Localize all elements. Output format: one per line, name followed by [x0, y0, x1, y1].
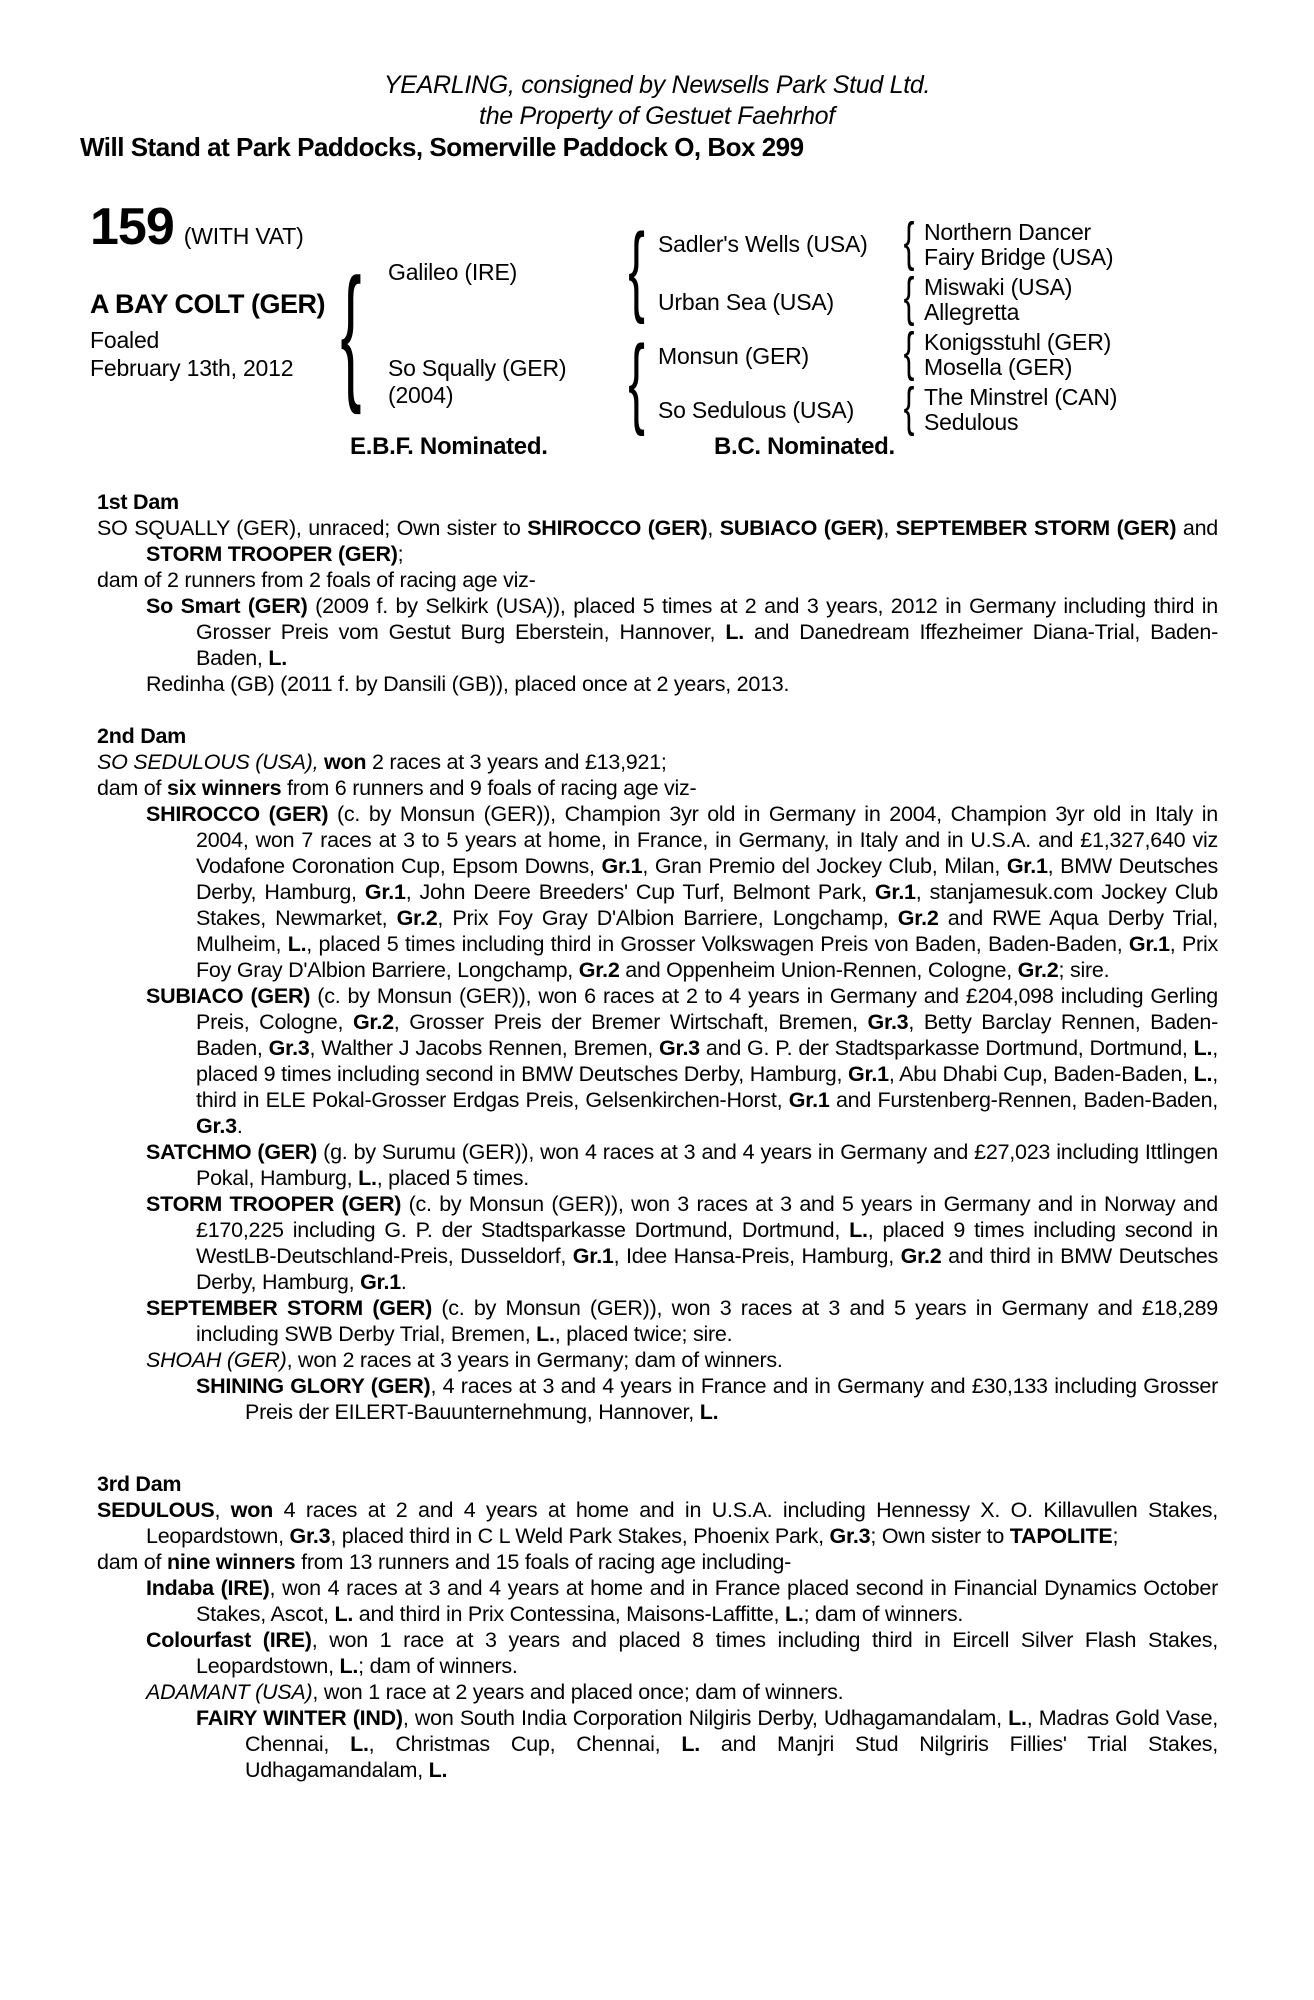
pedigree-brace: [894, 322, 924, 382]
catalog-paragraph: [97, 1373, 1218, 1425]
text-run: Gr.3: [268, 1036, 310, 1060]
text-run: (c. by Monsun (GER)), won 6 races at 2 to 4 years in Germany and £204,098 including Gerling Preis, Cologne,: [196, 984, 1218, 1034]
text-run: L.: [849, 1218, 868, 1242]
text-run: Gr.3: [196, 1114, 237, 1138]
section-paragraphs: [97, 515, 1218, 697]
lot-description: A BAY COLT (GER): [90, 289, 326, 319]
text-run: Colourfast (IRE): [146, 1628, 312, 1652]
page-header: [0, 0, 1314, 163]
text-run: , Walther J Jacobs Rennen, Bremen,: [309, 1036, 660, 1060]
vat-note: (WITH VAT): [183, 223, 304, 249]
text-run: 2 races at 3 years and £13,921;: [366, 750, 667, 774]
foaled-label: Foaled: [90, 327, 160, 353]
great-granddam: Allegretta: [924, 299, 1020, 325]
bc-nomination: B.C. Nominated.: [714, 433, 895, 460]
great-grandsire: Konigsstuhl (GER): [924, 329, 1112, 355]
dam-sire-name: Monsun (GER): [658, 343, 809, 369]
catalog-paragraph: [97, 1295, 1218, 1347]
text-run: L.: [339, 1654, 359, 1678]
text-run: Gr.3: [867, 1010, 909, 1034]
text-run: Gr.2: [897, 906, 939, 930]
text-run: and RWE Aqua Derby Trial, Mulheim,: [196, 906, 1219, 956]
text-run: ;: [1112, 1524, 1119, 1548]
catalog-paragraph: [97, 983, 1218, 1139]
text-run: L.: [350, 1732, 369, 1756]
text-run: .: [236, 1114, 243, 1138]
section-heading: 2nd Dam: [97, 724, 187, 748]
text-run: , Christmas Cup, Chennai,: [368, 1732, 682, 1756]
text-run: L.: [334, 1602, 354, 1626]
dam-year: (2004): [388, 382, 454, 408]
text-run: , John Deere Breeders' Cup Turf, Belmont Park,: [405, 880, 875, 904]
text-run: dam of 2 runners from 2 foals of racing age viz-: [97, 568, 536, 592]
text-run: L.: [784, 1602, 804, 1626]
text-run: Indaba (IRE): [146, 1576, 270, 1600]
text-run: L.: [1193, 1036, 1213, 1060]
text-run: Gr.3: [829, 1524, 871, 1548]
text-run: from 13 runners and 15 foals of racing age including-: [295, 1550, 792, 1574]
text-run: L.: [699, 1400, 719, 1424]
brace-glyph: {: [340, 247, 362, 415]
text-run: So Smart (GER): [146, 594, 308, 618]
text-run: , won 1 race at 2 years and placed once; dam of winners.: [312, 1680, 844, 1704]
ebf-nomination: E.B.F. Nominated.: [350, 433, 548, 460]
text-run: , placed twice; sire.: [554, 1322, 733, 1346]
text-run: Gr.1: [1128, 932, 1170, 956]
text-run: SUBIACO (GER): [719, 516, 884, 540]
section-paragraphs: [97, 1497, 1218, 1783]
section-paragraphs: [97, 749, 1218, 1425]
sire-dam-name: Urban Sea (USA): [658, 289, 834, 315]
text-run: Gr.3: [289, 1524, 331, 1548]
text-run: , won South India Corporation Nilgiris Derby, Udhagamandalam,: [402, 1706, 1009, 1730]
text-run: ; Own sister to: [870, 1524, 1010, 1548]
text-run: Gr.2: [1017, 958, 1059, 982]
text-run: SATCHMO (GER): [146, 1140, 318, 1164]
text-run: ; dam of winners.: [803, 1602, 964, 1626]
brace-glyph: {: [903, 377, 915, 437]
catalog-paragraph: [97, 593, 1218, 671]
text-run: ADAMANT (USA): [146, 1680, 313, 1704]
catalog-paragraph: [97, 1679, 1218, 1705]
text-run: ,: [214, 1498, 231, 1522]
text-run: Gr.1: [360, 1270, 401, 1294]
text-run: SO SEDULOUS (USA),: [97, 750, 319, 774]
text-run: STORM TROOPER (GER): [146, 542, 398, 566]
owner-line: the Property of Gestuet Faehrhof: [479, 102, 835, 130]
dam-dam-name: So Sedulous (USA): [658, 397, 855, 423]
first-dam-section: [97, 489, 1218, 697]
text-run: and Manjri Stud Nilgriris Fillies' Trial Stakes, Udhagamandalam,: [245, 1732, 1219, 1782]
text-run: TAPOLITE: [1009, 1524, 1113, 1548]
text-run: , won 2 races at 3 years in Germany; dam of winners.: [286, 1348, 783, 1372]
text-run: 4 races at 2 and 4 years at home and in U.S.A. including Hennessy X. O. Killavullen Stakes, Leopardstown,: [146, 1498, 1218, 1548]
text-run: L.: [287, 932, 307, 956]
text-run: L.: [428, 1758, 448, 1782]
text-run: nine winners: [166, 1550, 296, 1574]
lot-row: [90, 197, 304, 257]
text-run: , Gran Premio del Jockey Club, Milan,: [642, 854, 1007, 878]
pedigree-brace: [620, 325, 654, 437]
text-run: L.: [536, 1322, 555, 1346]
great-granddam: Fairy Bridge (USA): [924, 244, 1114, 270]
text-run: .: [400, 1270, 407, 1294]
text-run: , stanjamesuk.com Jockey Club Stakes, Newmarket,: [196, 880, 1219, 930]
text-run: Gr.2: [900, 1244, 942, 1268]
catalog-paragraph: [97, 801, 1218, 983]
text-run: , Betty Barclay Rennen, Baden-Baden,: [196, 1010, 1219, 1060]
catalog-paragraph: [97, 1575, 1218, 1627]
text-run: SHOAH (GER): [146, 1348, 287, 1372]
text-run: and Oppenheim Union-Rennen, Cologne,: [619, 958, 1018, 982]
catalog-paragraph: [97, 1191, 1218, 1295]
text-run: from 6 runners and 9 foals of racing age viz-: [281, 776, 697, 800]
catalog-paragraph: [97, 749, 1218, 775]
text-run: Redinha (GB) (2011 f. by Dansili (GB)), placed once at 2 years, 2013.: [146, 672, 790, 696]
text-run: , Grosser Preis der Bremer Wirtschaft, Bremen,: [393, 1010, 868, 1034]
text-run: , placed 5 times including third in Grosser Volkswagen Preis von Baden, Baden-Baden,: [306, 932, 1129, 956]
text-run: L.: [1193, 1062, 1213, 1086]
text-run: Gr.1: [572, 1244, 614, 1268]
text-run: Gr.2: [352, 1010, 394, 1034]
text-run: won: [324, 750, 367, 774]
text-run: , placed 9 times including second in WestLB-Deutschland-Preis, Dusseldorf,: [196, 1218, 1218, 1268]
catalog-paragraph: [97, 1549, 1218, 1575]
text-run: SHIROCCO (GER): [146, 802, 329, 826]
text-run: (c. by Monsun (GER)), won 3 races at 3 and 5 years in Germany and £18,289 including SWB Derby Trial, Bremen,: [196, 1296, 1218, 1346]
text-run: L.: [268, 646, 287, 670]
text-run: SEPTEMBER STORM (GER): [146, 1296, 432, 1320]
text-run: SUBIACO (GER): [146, 984, 311, 1008]
text-run: Gr.2: [578, 958, 620, 982]
text-run: SEDULOUS: [97, 1498, 215, 1522]
text-run: and Danedream Iffezheimer Diana-Trial, Baden-Baden,: [196, 620, 1218, 670]
catalog-paragraph: [97, 671, 1218, 697]
section-heading: 3rd Dam: [97, 1472, 182, 1496]
text-run: , Prix Foy Gray D'Albion Barriere, Longchamp,: [196, 932, 1218, 982]
catalog-paragraph: [97, 567, 1218, 593]
brace-glyph: {: [628, 325, 646, 437]
section-heading: 1st Dam: [97, 490, 179, 514]
text-run: dam of: [97, 1550, 167, 1574]
text-run: Gr.1: [1006, 854, 1048, 878]
text-run: , Prix Foy Gray D'Albion Barriere, Longchamp,: [437, 906, 898, 930]
brace-glyph: {: [903, 267, 915, 327]
second-dam-section: [97, 723, 1218, 1425]
text-run: Gr.1: [874, 880, 916, 904]
text-run: STORM TROOPER (GER): [146, 1192, 402, 1216]
text-run: L.: [358, 1166, 377, 1190]
text-run: ,: [707, 516, 720, 540]
text-run: Gr.1: [601, 854, 643, 878]
text-run: and third in BMW Deutsches Derby, Hamburg,: [196, 1244, 1218, 1294]
sire-name: Galileo (IRE): [388, 259, 518, 285]
text-run: , placed 9 times including second in BMW Deutsches Derby, Hamburg,: [196, 1036, 1218, 1086]
text-run: , won 1 race at 3 years and placed 8 times including third in Eircell Silver Flash Stakes, Leopardstown,: [196, 1628, 1218, 1678]
text-run: L.: [725, 620, 744, 644]
great-grandsire: The Minstrel (CAN): [924, 384, 1118, 410]
text-run: , Madras Gold Vase, Chennai,: [245, 1706, 1218, 1756]
text-run: and third in Prix Contessina, Maisons-Laffitte,: [353, 1602, 785, 1626]
text-run: , won 4 races at 3 and 4 years at home and in France placed second in Financial Dynamics October Stakes, Ascot,: [196, 1576, 1219, 1626]
text-run: , placed 5 times.: [376, 1166, 530, 1190]
text-run: (c. by Monsun (GER)), Champion 3yr old in Germany in 2004, Champion 3yr old in Italy in 2004, won 7 races at 3 to 5 years at home, in France, in Germany, in Italy and in U.S.A. and £1,327,640 viz Vodafone Coronation Cup, Epsom Downs,: [196, 802, 1219, 878]
text-run: ,: [883, 516, 896, 540]
text-run: (g. by Surumu (GER)), won 4 races at 3 and 4 years in Germany and £27,023 including Ittlingen Pokal, Hamburg,: [196, 1140, 1218, 1190]
text-run: dam of: [97, 776, 167, 800]
pedigree-brace: [894, 212, 924, 272]
great-grandsire: Miswaki (USA): [924, 274, 1073, 300]
lot-number: 159: [90, 198, 174, 256]
catalog-paragraph: [97, 1627, 1218, 1679]
catalog-paragraph: [97, 515, 1218, 567]
text-run: (2009 f. by Selkirk (USA)), placed 5 times at 2 and 3 years, 2012 in Germany including third in Grosser Preis vom Gestut Burg Eberstein, Hannover,: [196, 594, 1218, 644]
text-run: , placed third in C L Weld Park Stakes, Phoenix Park,: [330, 1524, 830, 1548]
pedigree-brace: [894, 267, 924, 327]
third-dam-section: [97, 1471, 1218, 1783]
great-granddam: Mosella (GER): [924, 354, 1073, 380]
text-run: Gr.3: [659, 1036, 700, 1060]
catalog-paragraph: [97, 1497, 1218, 1549]
text-run: won: [230, 1498, 274, 1522]
text-run: SHIROCCO (GER): [527, 516, 708, 540]
catalog-paragraph: [97, 1347, 1218, 1373]
text-run: Gr.1: [848, 1062, 889, 1086]
text-run: ;: [397, 542, 404, 566]
brace-glyph: {: [903, 212, 915, 272]
text-run: , Idee Hansa-Preis, Hamburg,: [613, 1244, 901, 1268]
text-run: ; sire.: [1058, 958, 1110, 982]
pedigree-brace: [894, 377, 924, 437]
text-run: six winners: [166, 776, 282, 800]
stabling-line: Will Stand at Park Paddocks, Somerville Paddock O, Box 299: [80, 132, 804, 162]
text-run: Gr.1: [364, 880, 406, 904]
brace-glyph: {: [903, 322, 915, 382]
pedigree-text: [97, 489, 1218, 1783]
pedigree-block: [0, 171, 1314, 473]
text-run: Gr.2: [396, 906, 438, 930]
pedigree-brace: [620, 213, 654, 325]
great-grandsire: Northern Dancer: [924, 219, 1092, 245]
text-run: and: [1176, 516, 1218, 540]
pedigree-brace: [334, 247, 368, 415]
text-run: L.: [681, 1732, 700, 1756]
text-run: , third in ELE Pokal-Grosser Erdgas Preis, Gelsenkirchen-Horst,: [196, 1062, 1218, 1112]
consignor-line: YEARLING, consigned by Newsells Park Stud Ltd.: [383, 71, 931, 99]
catalog-paragraph: [97, 775, 1218, 801]
catalog-paragraph: [97, 1139, 1218, 1191]
text-run: , BMW Deutsches Derby, Hamburg,: [196, 854, 1218, 904]
text-run: , Abu Dhabi Cup, Baden-Baden,: [888, 1062, 1194, 1086]
text-run: ; dam of winners.: [358, 1654, 518, 1678]
sire-sire-name: Sadler's Wells (USA): [658, 231, 868, 257]
text-run: SO SQUALLY (GER), unraced; Own sister to: [97, 516, 528, 540]
dam-name: So Squally (GER): [388, 355, 567, 381]
text-run: and G. P. der Stadtsparkasse Dortmund, Dortmund,: [699, 1036, 1194, 1060]
text-run: SHINING GLORY (GER): [196, 1374, 431, 1398]
text-run: , 4 races at 3 and 4 years in France and in Germany and £30,133 including Grosser Preis der EILERT-Bauunternehmung, Hannover,: [245, 1374, 1219, 1424]
text-run: and Furstenberg-Rennen, Baden-Baden,: [829, 1088, 1218, 1112]
catalog-paragraph: [97, 1705, 1218, 1783]
text-run: (c. by Monsun (GER)), won 3 races at 3 and 5 years in Germany and in Norway and £170,225 including G. P. der Stadtsparkasse Dortmund, Dortmund,: [196, 1192, 1218, 1242]
brace-glyph: {: [628, 213, 646, 325]
foaled-date: February 13th, 2012: [90, 355, 294, 381]
great-granddam: Sedulous: [924, 409, 1019, 435]
text-run: SEPTEMBER STORM (GER): [895, 516, 1177, 540]
text-run: FAIRY WINTER (IND): [196, 1706, 403, 1730]
text-run: Gr.1: [788, 1088, 830, 1112]
text-run: L.: [1008, 1706, 1027, 1730]
